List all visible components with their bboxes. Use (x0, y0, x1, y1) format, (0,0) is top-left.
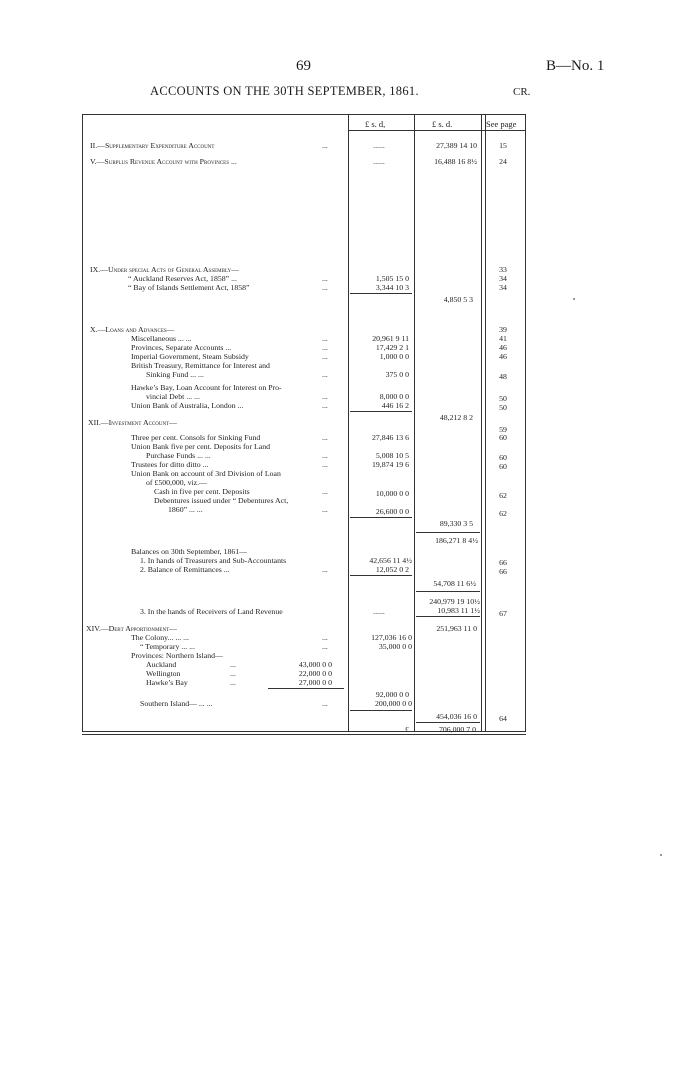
page-ref: 62 (499, 491, 507, 500)
row-label: Three per cent. Consols for Sinking Fund (131, 433, 261, 442)
col1-value: 92,000 0 0 (375, 690, 409, 699)
col1-value: 8,000 0 0 (379, 392, 409, 401)
section-heading: X.—Loans and Advances— (90, 325, 175, 334)
row-dots: ... (322, 505, 328, 514)
row-dots: ... (230, 678, 236, 687)
row-label: Imperial Government, Steam Subsidy (131, 352, 249, 361)
col2-value: 54,708 11 6½ (433, 579, 476, 588)
subtotal-rule (350, 293, 412, 294)
row-dots: ... (322, 451, 328, 460)
row-label: V.—Surplus Revenue Account with Provinces ... (90, 157, 237, 166)
row-label: Hawke’s Bay (146, 678, 188, 687)
row-dots: ... (322, 370, 328, 379)
col1-value: 27,846 13 6 (371, 433, 409, 442)
row-dots: ... (322, 460, 328, 469)
row-dots: ... (322, 274, 328, 283)
col2-value: 48,212 8 2 (439, 413, 473, 422)
pound-symbol: £ (405, 725, 409, 734)
row-label: Miscellaneous ... ... (131, 334, 192, 343)
scan-speck (660, 854, 662, 856)
col1-value: 1,505 15 0 (375, 274, 409, 283)
page-title: ACCOUNTS ON THE 30TH SEPTEMBER, 1861. (150, 84, 419, 98)
row-label: “ Temporary ... ... (140, 642, 195, 651)
col1-value: 12,052 0 2 (375, 565, 409, 574)
col1-value: 127,036 16 0 (371, 633, 412, 642)
row-dots: ... (322, 141, 328, 150)
page-ref: 46 (499, 352, 507, 361)
scan-speck (573, 298, 575, 300)
page-ref: 60 (499, 433, 507, 442)
row-label: “ Auckland Reserves Act, 1858” ... (128, 274, 237, 283)
row-label: Balances on 30th September, 1861— (131, 547, 247, 556)
row-label: “ Bay of Islands Settlement Act, 1858” (128, 283, 250, 292)
sub-value: 27,000 0 0 (298, 678, 332, 687)
col1-value: 20,961 9 11 (372, 334, 409, 343)
row-dots: ... (230, 660, 236, 669)
page-ref: 50 (499, 403, 507, 412)
col1-value: ...... (373, 157, 385, 166)
page-number: 69 (296, 58, 311, 74)
page-ref: 50 (499, 394, 507, 403)
page-ref: 60 (499, 453, 507, 462)
col1-value: 375 0 0 (385, 370, 409, 379)
row-label: vincial Debt ... ... (146, 392, 200, 401)
col1-value: 26,600 0 0 (375, 507, 409, 516)
row-label: Provinces, Separate Accounts ... (131, 343, 232, 352)
row-label: Union Bank on account of 3rd Division of Loan (131, 469, 281, 478)
page-ref: 67 (499, 609, 507, 618)
section-heading: IX.—Under special Acts of General Assembly— (90, 265, 239, 274)
row-label: Trustees for ditto ditto ... (131, 460, 209, 469)
row-dots: ... (230, 669, 236, 678)
sub-value: 22,000 0 0 (298, 669, 332, 678)
row-label: of £500,000, viz.— (146, 478, 207, 487)
col1-value: 35,000 0 0 (378, 642, 412, 651)
page-ref: 60 (499, 462, 507, 471)
row-label: Auckland (146, 660, 177, 669)
row-dots: ... (322, 352, 328, 361)
page-ref: 64 (499, 714, 507, 723)
col2-value: 454,036 16 0 (436, 712, 477, 721)
page-ref: 66 (499, 567, 507, 576)
sub-value: 43,000 0 0 (298, 660, 332, 669)
col1-header: £ s. d, (365, 119, 386, 129)
section-heading: XII.—Investment Account— (88, 418, 177, 427)
section-heading: XIV.—Debt Apportionment— (86, 624, 177, 633)
row-dots: ... (322, 283, 328, 292)
row-label: Wellington (146, 669, 181, 678)
row-dots: ... (322, 633, 328, 642)
page-ref: 39 (499, 325, 507, 334)
row-label: British Treasury, Remittance for Interest and (131, 361, 270, 370)
row-dots: ... (322, 343, 328, 352)
row-label: Sinking Fund ... ... (146, 370, 204, 379)
row-label: 3. In the hands of Receivers of Land Revenue (140, 607, 283, 616)
page-ref: 24 (499, 157, 507, 166)
row-dots: ... (322, 565, 328, 574)
page-ref: 46 (499, 343, 507, 352)
col2-header: £ s. d. (432, 119, 453, 129)
row-dots: ... (322, 433, 328, 442)
col2-value: 27,389 14 10 (436, 141, 477, 150)
row-dots: ... (322, 642, 328, 651)
total-rule (416, 722, 480, 723)
bottom-double-rule (82, 734, 526, 735)
page-ref: 41 (499, 334, 507, 343)
col1-value: 446 16 2 (381, 401, 409, 410)
subtotal-rule (416, 591, 480, 592)
col2-value: 10,983 11 1½ (437, 606, 480, 615)
col2-value: 16,488 16 8½ (434, 157, 477, 166)
col2-value: 89,330 3 5 (439, 519, 473, 528)
col1-value: 19,874 19 6 (371, 460, 409, 469)
grand-total: 706,000 7 0 (438, 725, 476, 734)
col1-value: ...... (373, 141, 385, 150)
col1-value: 42,656 11 4½ (369, 556, 412, 565)
subtotal-rule (416, 532, 480, 533)
row-dots: ... (322, 392, 328, 401)
row-label: Purchase Funds ... ... (146, 451, 211, 460)
row-label: Union Bank of Australia, London ... (131, 401, 244, 410)
col2-value: 4,850 5 3 (443, 295, 473, 304)
row-label: Union Bank five per cent. Deposits for Land (131, 442, 271, 451)
row-label: Cash in five per cent. Deposits (154, 487, 250, 496)
page-ref: 62 (499, 509, 507, 518)
row-dots: ... (322, 487, 328, 496)
page-ref: 34 (499, 274, 507, 283)
credit-side-label: CR. (513, 86, 531, 98)
sessional-number: B—No. 1 (546, 58, 605, 74)
col1-value: 3,344 10 3 (375, 283, 409, 292)
col2-value: 186,271 8 4½ (435, 536, 478, 545)
see-page-header: See page (486, 119, 517, 129)
column-rule (414, 114, 415, 732)
subtotal-rule (350, 517, 412, 518)
header-rule (348, 130, 526, 131)
row-dots: ... (322, 334, 328, 343)
col2-value: 240,979 19 10½ (429, 597, 480, 606)
page-ref: 66 (499, 558, 507, 567)
page-ref: 48 (499, 372, 507, 381)
row-label: 2. Balance of Remittances ... (140, 565, 230, 574)
subtotal-rule (350, 411, 412, 412)
col1-value: 17,429 2 1 (375, 343, 409, 352)
row-label: Hawke’s Bay, Loan Account for Interest on Pro- (131, 383, 282, 392)
row-label: 1860” ... ... (168, 505, 203, 514)
column-rule (481, 114, 482, 732)
row-label: Southern Island— ... ... (140, 699, 213, 708)
col1-value: ...... (373, 607, 385, 616)
col2-value: 251,963 11 0 (436, 624, 477, 633)
column-rule (485, 114, 486, 732)
page-ref: 15 (499, 141, 507, 150)
row-label: Provinces: Northern Island— (131, 651, 223, 660)
col1-value: 10,000 0 0 (375, 489, 409, 498)
row-dots: ... (322, 699, 328, 708)
subtotal-rule (268, 688, 344, 689)
page-ref: 34 (499, 283, 507, 292)
col1-value: 200,000 0 0 (374, 699, 412, 708)
row-label: The Colony... ... ... (131, 633, 189, 642)
subtotal-rule (350, 710, 412, 711)
subtotal-rule (350, 575, 412, 576)
subtotal-rule (416, 616, 480, 617)
row-label: 1. In hands of Treasurers and Sub-Accountants (140, 556, 287, 565)
row-label: Debentures issued under “ Debentures Act, (154, 496, 289, 505)
page-ref: 33 (499, 265, 507, 274)
row-label: II.—Supplementary Expenditure Account (90, 141, 215, 150)
page-ref: 59 (499, 425, 507, 434)
col1-value: 5,008 10 5 (375, 451, 409, 460)
col1-value: 1,000 0 0 (379, 352, 409, 361)
row-dots: ... (322, 401, 328, 410)
